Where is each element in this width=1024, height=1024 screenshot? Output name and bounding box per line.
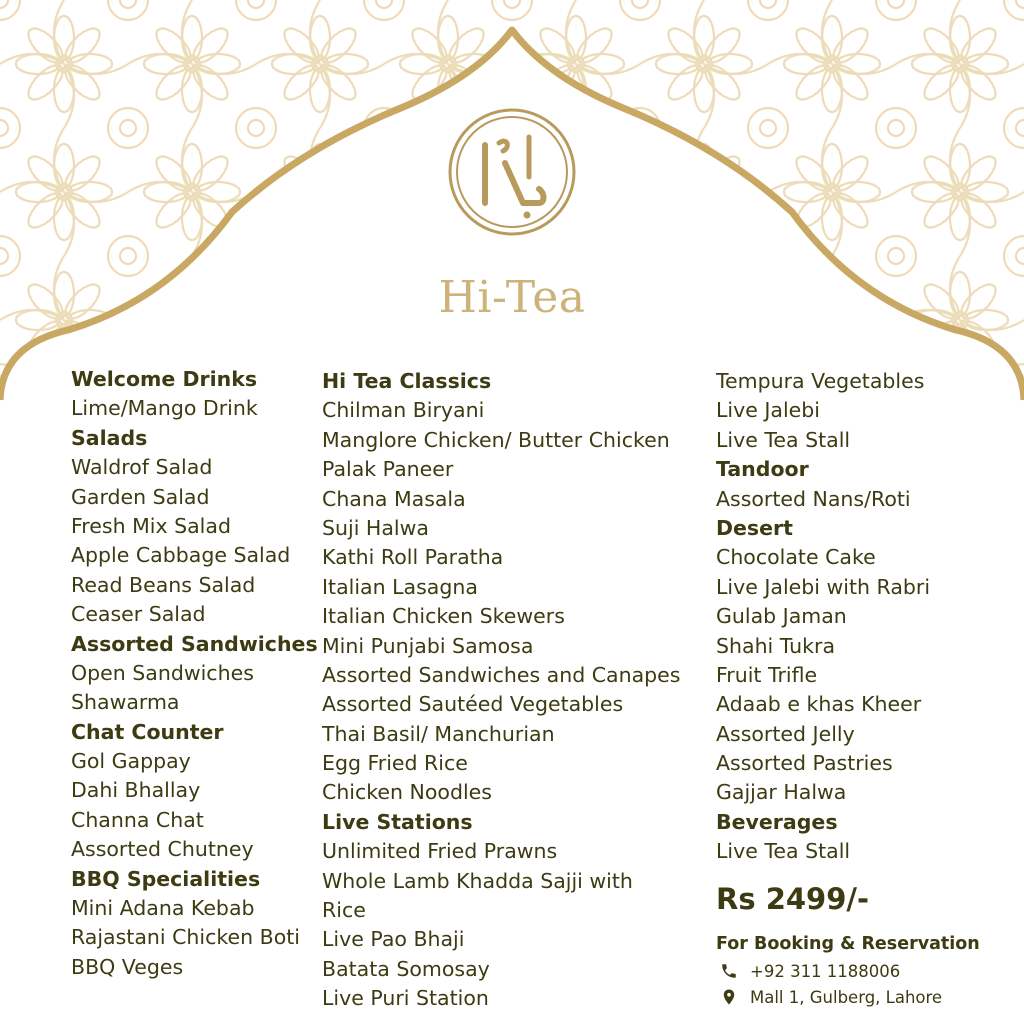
menu-item: Suji Halwa [322,515,429,540]
menu-item: Gol Gappay [71,749,191,774]
brand-logo [447,107,577,237]
menu-item: Chilman Biryani [322,398,485,423]
menu-item: Read Beans Salad [71,572,256,597]
menu-item: Assorted Sandwiches and Canapes [322,662,681,687]
section-heading: Tandoor [716,457,809,482]
menu-item: Manglore Chicken/ Butter Chicken [322,427,670,452]
price-label: Rs 2499/- [716,881,870,916]
menu-item: Mini Adana Kebab [71,896,255,921]
menu-item: Waldrof Salad [71,455,213,480]
menu-item: Chana Masala [322,486,466,511]
menu-item: Shawarma [71,690,180,715]
menu-item: Fresh Mix Salad [71,513,231,538]
section-heading: Desert [716,515,793,540]
menu-item: Shahi Tukra [716,633,836,658]
menu-column-middle [322,367,697,1014]
menu-item: Live Jalebi [716,398,821,423]
phone-contact[interactable] [716,959,1016,985]
section-heading: Assorted Sandwiches [71,631,318,656]
menu-item: Gulab Jaman [716,604,847,629]
phone-number: +92 311 1188006 [750,961,901,981]
menu-item: Fruit Trifle [716,662,818,687]
menu-item: Channa Chat [71,807,204,832]
menu-item: Rice [322,898,366,923]
menu-item: Live Jalebi with Rabri [716,574,931,599]
menu-item: Chocolate Cake [716,545,876,570]
menu-item: Lime/Mango Drink [71,396,258,421]
menu-item: Assorted Chutney [71,837,254,862]
menu-item: Tempura Vegetables [716,369,925,393]
menu-item: Thai Basil/ Manchurian [322,721,555,746]
menu-item: Open Sandwiches [71,660,254,685]
address-text: Mall 1, Gulberg, Lahore [750,987,943,1007]
menu-item: Palak Paneer [322,457,454,482]
menu-item: Live Puri Station [322,986,489,1011]
menu-item: Ceaser Salad [71,602,206,627]
menu-item: Apple Cabbage Salad [71,543,291,568]
menu-item: BBQ Veges [71,954,184,979]
section-heading: Live Stations [322,809,473,834]
section-heading: BBQ Specialities [71,866,261,891]
menu-item: Live Tea Stall [716,839,851,864]
location-pin-icon [720,988,740,1008]
section-heading: Welcome Drinks [71,367,258,391]
menu-column-left [71,365,318,982]
section-heading: Chat Counter [71,719,224,744]
menu-item: Gajjar Halwa [716,780,847,805]
section-heading: Beverages [716,809,838,834]
menu-item: Dahi Bhallay [71,778,201,803]
menu-item: Rajastani Chicken Boti [71,925,300,950]
menu-item: Assorted Pastries [716,751,893,776]
menu-item: Chicken Noodles [322,780,492,805]
menu-item: Italian Chicken Skewers [322,604,565,629]
phone-icon [720,962,740,982]
menu-column-right-items [716,367,1016,867]
menu-item: Garden Salad [71,484,210,509]
menu-item: Mini Punjabi Samosa [322,633,534,658]
menu-item: Assorted Nans/Roti [716,486,911,511]
booking-label: For Booking & Reservation [716,933,980,954]
menu-item: Adaab e khas Kheer [716,692,922,717]
menu-item: Assorted Sautéed Vegetables [322,692,624,717]
menu-column-right [716,367,1016,1011]
menu-item: Assorted Jelly [716,721,855,746]
section-heading: Salads [71,425,148,450]
page-title: Hi-Tea [438,272,586,323]
menu-item: Unlimited Fried Prawns [322,839,558,864]
menu-item: Kathi Roll Paratha [322,545,504,570]
menu-item: Italian Lasagna [322,574,478,599]
menu-item: Live Tea Stall [716,427,851,452]
menu-item: Live Pao Bhaji [322,927,465,952]
menu-item: Egg Fried Rice [322,751,468,776]
section-heading: Hi Tea Classics [322,369,492,393]
address-contact [716,985,1016,1011]
menu-item: Whole Lamb Khadda Sajji with [322,868,633,893]
menu-item: Batata Somosay [322,956,490,981]
